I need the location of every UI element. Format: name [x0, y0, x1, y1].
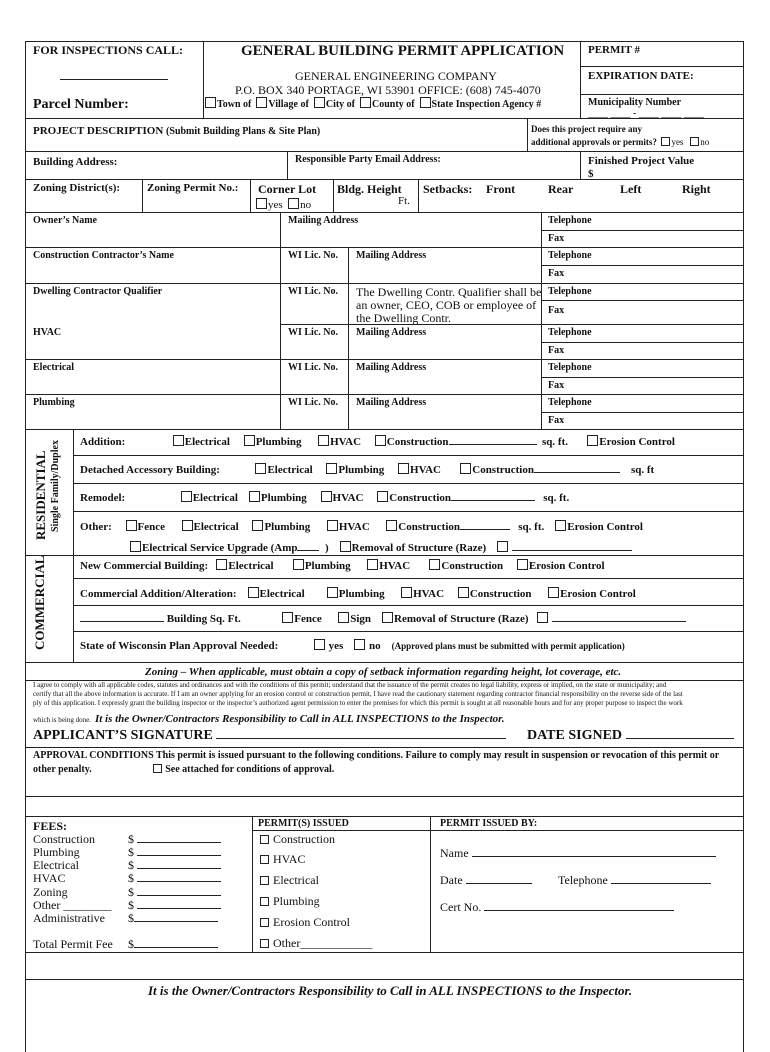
plumbing-fax-label: Fax — [548, 415, 565, 426]
addition-construction-checkbox[interactable] — [375, 435, 386, 446]
signature-line[interactable] — [216, 738, 506, 739]
company-name: GENERAL ENGINEERING COMPANY — [295, 69, 497, 83]
hvac-mailing-label: Mailing Address — [356, 327, 427, 338]
hvac-lic-label: WI Lic. No. — [288, 327, 338, 338]
fee-electrical-amount[interactable]: $ — [128, 859, 221, 872]
commercial-fence-checkbox[interactable] — [282, 612, 293, 623]
fee-total-label: Total Permit Fee — [33, 937, 113, 951]
other-electrical-checkbox[interactable] — [182, 520, 193, 531]
other-erosion-checkbox[interactable] — [555, 520, 566, 531]
city-checkbox[interactable] — [314, 97, 325, 108]
fee-total-amount[interactable]: $ — [128, 938, 218, 951]
village-checkbox[interactable] — [256, 97, 267, 108]
issued-erosion-checkbox[interactable] — [260, 918, 269, 927]
owner-telephone-label: Telephone — [548, 215, 592, 226]
plumbing-telephone-label: Telephone — [548, 397, 592, 408]
detached-plumbing-checkbox[interactable] — [326, 463, 337, 474]
parcel-number-label: Parcel Number: — [33, 97, 129, 112]
company-address: P.O. BOX 340 PORTAGE, WI 53901 OFFICE: (608) 745-4070 — [235, 83, 541, 97]
commercial-alteration-row: Commercial Addition/Alteration: Electrical Plumbing HVAC Construction Erosion Control — [80, 588, 636, 600]
electrical-label: Electrical — [33, 362, 75, 373]
issued-electrical: Electrical — [260, 874, 319, 887]
issued-by-name: Name — [440, 847, 716, 860]
commercial-sqft-row: Building Sq. Ft. Fence Sign Removal of Structure (Raze) — [80, 612, 686, 626]
other-construction-checkbox[interactable] — [386, 520, 397, 531]
new-erosion-checkbox[interactable] — [517, 559, 528, 570]
fee-construction-label: Construction — [33, 832, 95, 846]
fee-administrative-amount[interactable]: $ — [128, 912, 218, 925]
corner-lot-yes-checkbox[interactable] — [256, 198, 267, 209]
issued-other: Other____________ — [260, 937, 372, 950]
fee-other-label: Other ________ — [33, 898, 112, 912]
approval-conditions-2: other penalty. See attached for conditions of approval. — [33, 764, 335, 775]
frame-top — [25, 41, 744, 42]
new-construction-checkbox[interactable] — [429, 559, 440, 570]
permits-issued-title: PERMIT(S) ISSUED — [258, 818, 349, 829]
contractor-name-label: Construction Contractor’s Name — [33, 250, 174, 261]
new-plumbing-checkbox[interactable] — [293, 559, 304, 570]
frame-right — [743, 41, 744, 1052]
commercial-other-checkbox[interactable] — [537, 612, 548, 623]
finished-value-label: Finished Project Value — [588, 155, 695, 167]
corner-lot-no-checkbox[interactable] — [288, 198, 299, 209]
issued-construction: Construction — [260, 833, 335, 846]
hvac-fax-label: Fax — [548, 345, 565, 356]
applicant-signature-label: APPLICANT’S SIGNATURE — [33, 729, 506, 744]
frame-left — [25, 41, 26, 1052]
remodel-row: Remodel: Electrical Plumbing HVAC Construction sq. ft. — [80, 492, 570, 504]
issued-construction-checkbox[interactable] — [260, 835, 269, 844]
zoning-district-label: Zoning District(s): — [33, 182, 121, 194]
new-commercial-row: New Commercial Building: Electrical Plumbing HVAC Construction Erosion Control — [80, 560, 605, 572]
residential-removal-checkbox[interactable] — [340, 541, 351, 552]
state-plan-yes-checkbox[interactable] — [314, 639, 325, 650]
detached-hvac-checkbox[interactable] — [398, 463, 409, 474]
setback-left-label: Left — [620, 182, 642, 196]
other-hvac-checkbox[interactable] — [327, 520, 338, 531]
building-address-label: Building Address: — [33, 156, 118, 168]
owner-mailing-label: Mailing Address — [288, 215, 359, 226]
fee-hvac-amount[interactable]: $ — [128, 872, 221, 885]
contractor-telephone-label: Telephone — [548, 250, 592, 261]
corner-lot-label: Corner Lot — [258, 182, 317, 196]
expiration-date-label: EXPIRATION DATE: — [588, 70, 694, 82]
issued-electrical-checkbox[interactable] — [260, 876, 269, 885]
qualifier-note-3: the Dwelling Contr. — [356, 311, 451, 325]
new-hvac-checkbox[interactable] — [367, 559, 378, 570]
approvals-yes-checkbox[interactable] — [661, 137, 670, 146]
issued-by-cert-line[interactable] — [484, 910, 674, 911]
owner-name-label: Owner’s Name — [33, 215, 97, 226]
plumbing-lic-label: WI Lic. No. — [288, 397, 338, 408]
issued-by-name-line[interactable] — [472, 856, 716, 857]
issued-by-date-line[interactable] — [466, 883, 532, 884]
qualifier-note-1: The Dwelling Contr. Qualifier shall be — [356, 285, 542, 299]
contractor-fax-label: Fax — [548, 268, 565, 279]
issued-plumbing: Plumbing — [260, 895, 320, 908]
residential-subtitle: Single Family/Duplex — [50, 440, 61, 532]
approvals-question-2: additional approvals or permits? yes no — [531, 137, 710, 147]
setbacks-label: Setbacks: — [423, 182, 473, 196]
state-plan-no-checkbox[interactable] — [354, 639, 365, 650]
email-label: Responsible Party Email Address: — [295, 154, 441, 165]
issued-by-telephone-line[interactable] — [611, 883, 711, 884]
permit-issued-by-title: PERMIT ISSUED BY: — [440, 818, 538, 829]
addition-electrical-checkbox[interactable] — [173, 435, 184, 446]
agreement-line-4: which is being done. It is the Owner/Contractors Responsibility to Call in ALL INSPECTIONS to the Inspector. — [33, 713, 505, 725]
addition-row: Addition: Electrical Plumbing HVAC Construction sq. ft. Erosion Control — [80, 436, 675, 448]
approval-conditions-1: APPROVAL CONDITIONS This permit is issued pursuant to the following conditions. Failure to comply may result in suspension or revocation of this permit or — [33, 750, 720, 761]
setback-rear-label: Rear — [548, 182, 574, 196]
agreement-line-1: I agree to comply with all applicable codes, statutes and ordinances and with the conditions of this permit; understand that the issuance of the permit creates no legal liability, express or implied, on the state or municipality; and — [33, 681, 667, 689]
alt-hvac-checkbox[interactable] — [401, 587, 412, 598]
bldg-height-label: Bldg. Height — [337, 182, 402, 196]
remodel-hvac-checkbox[interactable] — [321, 491, 332, 502]
commercial-sign-checkbox[interactable] — [338, 612, 349, 623]
municipality-number-label: Municipality Number — [588, 97, 682, 108]
page-title: GENERAL BUILDING PERMIT APPLICATION — [241, 43, 565, 59]
fee-plumbing-label: Plumbing — [33, 845, 80, 859]
setback-right-label: Right — [682, 182, 711, 196]
plumbing-mailing-label: Mailing Address — [356, 397, 427, 408]
finished-value-dollar: $ — [588, 168, 594, 180]
fees-title: FEES: — [33, 819, 68, 833]
residential-other-checkbox[interactable] — [497, 541, 508, 552]
other-plumbing-checkbox[interactable] — [252, 520, 263, 531]
electrical-fax-label: Fax — [548, 380, 565, 391]
other-row: Other: Fence Electrical Plumbing HVAC Construction sq. ft. Erosion Control — [80, 521, 643, 533]
qualifier-fax-label: Fax — [548, 305, 565, 316]
contractor-mailing-label: Mailing Address — [356, 250, 427, 261]
detached-electrical-checkbox[interactable] — [255, 463, 266, 474]
issued-erosion: Erosion Control — [260, 916, 350, 929]
issued-other-checkbox[interactable] — [260, 939, 269, 948]
service-upgrade-checkbox[interactable] — [130, 541, 141, 552]
electrical-telephone-label: Telephone — [548, 362, 592, 373]
alt-erosion-checkbox[interactable] — [548, 587, 559, 598]
detached-construction-checkbox[interactable] — [460, 463, 471, 474]
fee-other-amount[interactable]: $ — [128, 899, 221, 912]
agreement-line-2: certify that all the above information is accurate. If I am an owner applying for an erosion control or construction permit, I have read the cautionary statement regarding contractor financial responsibility on the reverse side of the last — [33, 690, 683, 698]
other-fence-checkbox[interactable] — [126, 520, 137, 531]
commercial-removal-checkbox[interactable] — [382, 612, 393, 623]
responsibility-note: It is the Owner/Contractors Responsibility to Call in ALL INSPECTIONS to the Inspector. — [94, 713, 505, 725]
agreement-line-3: ply of this application. I expressly grant the building inspector or the inspector’s authorized agent permission to enter the premises for which this permit is sought at all reasonable hours and for any proper purpose to inspect the work — [33, 699, 683, 707]
inspection-phone-line[interactable] — [60, 78, 168, 80]
corner-lot-options: yes no — [256, 198, 311, 212]
qualifier-note-2: an owner, CEO, COB or employee of — [356, 298, 537, 312]
commercial-side-label: COMMERCIAL — [32, 555, 47, 650]
fee-zoning-amount[interactable]: $ — [128, 886, 221, 899]
approvals-no-checkbox[interactable] — [690, 137, 699, 146]
issued-plumbing-checkbox[interactable] — [260, 897, 269, 906]
zoning-permit-label: Zoning Permit No.: — [147, 182, 239, 194]
project-description-label: PROJECT DESCRIPTION (Submit Building Plans & Site Plan) — [33, 125, 321, 137]
fee-plumbing-amount[interactable]: $ — [128, 846, 221, 859]
fee-construction-amount[interactable]: $ — [128, 833, 221, 846]
fee-administrative-label: Administrative — [33, 911, 105, 925]
detached-row: Detached Accessory Building: Electrical Plumbing HVAC Construction sq. ft — [80, 464, 655, 476]
height-unit: Ft. — [398, 195, 410, 207]
addition-plumbing-checkbox[interactable] — [244, 435, 255, 446]
remodel-construction-checkbox[interactable] — [377, 491, 388, 502]
for-inspections-label: FOR INSPECTIONS CALL: — [33, 43, 184, 57]
see-attached-checkbox[interactable] — [153, 764, 162, 773]
plumbing-label: Plumbing — [33, 397, 75, 408]
municipality-number-blanks[interactable]: ____ ____ - ____ ____ ____ — [588, 108, 704, 119]
contractor-lic-label: WI Lic. No. — [288, 250, 338, 261]
issued-by-telephone: Telephone — [558, 874, 711, 887]
date-signed-line[interactable] — [626, 738, 734, 739]
date-signed-label: DATE SIGNED — [527, 729, 734, 744]
remodel-electrical-checkbox[interactable] — [181, 491, 192, 502]
zoning-note: Zoning – When applicable, must obtain a copy of setback information regarding height, lot coverage, etc. — [145, 666, 622, 678]
approvals-question-1: Does this project require any — [531, 124, 642, 134]
qualifier-label: Dwelling Contractor Qualifier — [33, 286, 163, 297]
alt-plumbing-checkbox[interactable] — [327, 587, 338, 598]
issued-by-date: Date — [440, 874, 532, 887]
addition-hvac-checkbox[interactable] — [318, 435, 329, 446]
fee-zoning-label: Zoning — [33, 885, 68, 899]
new-electrical-checkbox[interactable] — [216, 559, 227, 570]
qualifier-lic-label: WI Lic. No. — [288, 286, 338, 297]
issued-hvac-checkbox[interactable] — [260, 855, 269, 864]
residential-side-label: RESIDENTIAL — [33, 450, 48, 540]
electrical-lic-label: WI Lic. No. — [288, 362, 338, 373]
state-plan-row: State of Wisconsin Plan Approval Needed: yes no (Approved plans must be submitted with permit application) — [80, 640, 625, 652]
county-checkbox[interactable] — [360, 97, 371, 108]
setback-front-label: Front — [486, 182, 516, 196]
electrical-mailing-label: Mailing Address — [356, 362, 427, 373]
addition-erosion-checkbox[interactable] — [587, 435, 598, 446]
alt-construction-checkbox[interactable] — [458, 587, 469, 598]
fee-electrical-label: Electrical — [33, 858, 79, 872]
municipality-type-row: Town of Village of City of County of State Inspection Agency # — [205, 97, 541, 111]
state-agency-checkbox[interactable] — [420, 97, 431, 108]
owner-fax-label: Fax — [548, 233, 565, 244]
issued-hvac: HVAC — [260, 853, 305, 866]
hvac-label: HVAC — [33, 327, 62, 338]
hvac-telephone-label: Telephone — [548, 327, 592, 338]
town-checkbox[interactable] — [205, 97, 216, 108]
qualifier-telephone-label: Telephone — [548, 286, 592, 297]
service-upgrade-row: Electrical Service Upgrade (Amp ) Removal of Structure (Raze) — [130, 541, 632, 555]
remodel-plumbing-checkbox[interactable] — [249, 491, 260, 502]
footer-note: It is the Owner/Contractors Responsibility to Call in ALL INSPECTIONS to the Inspector. — [148, 983, 633, 998]
issued-by-cert: Cert No. — [440, 901, 674, 914]
fee-hvac-label: HVAC — [33, 871, 66, 885]
alt-electrical-checkbox[interactable] — [248, 587, 259, 598]
permit-number-label: PERMIT # — [588, 44, 641, 56]
